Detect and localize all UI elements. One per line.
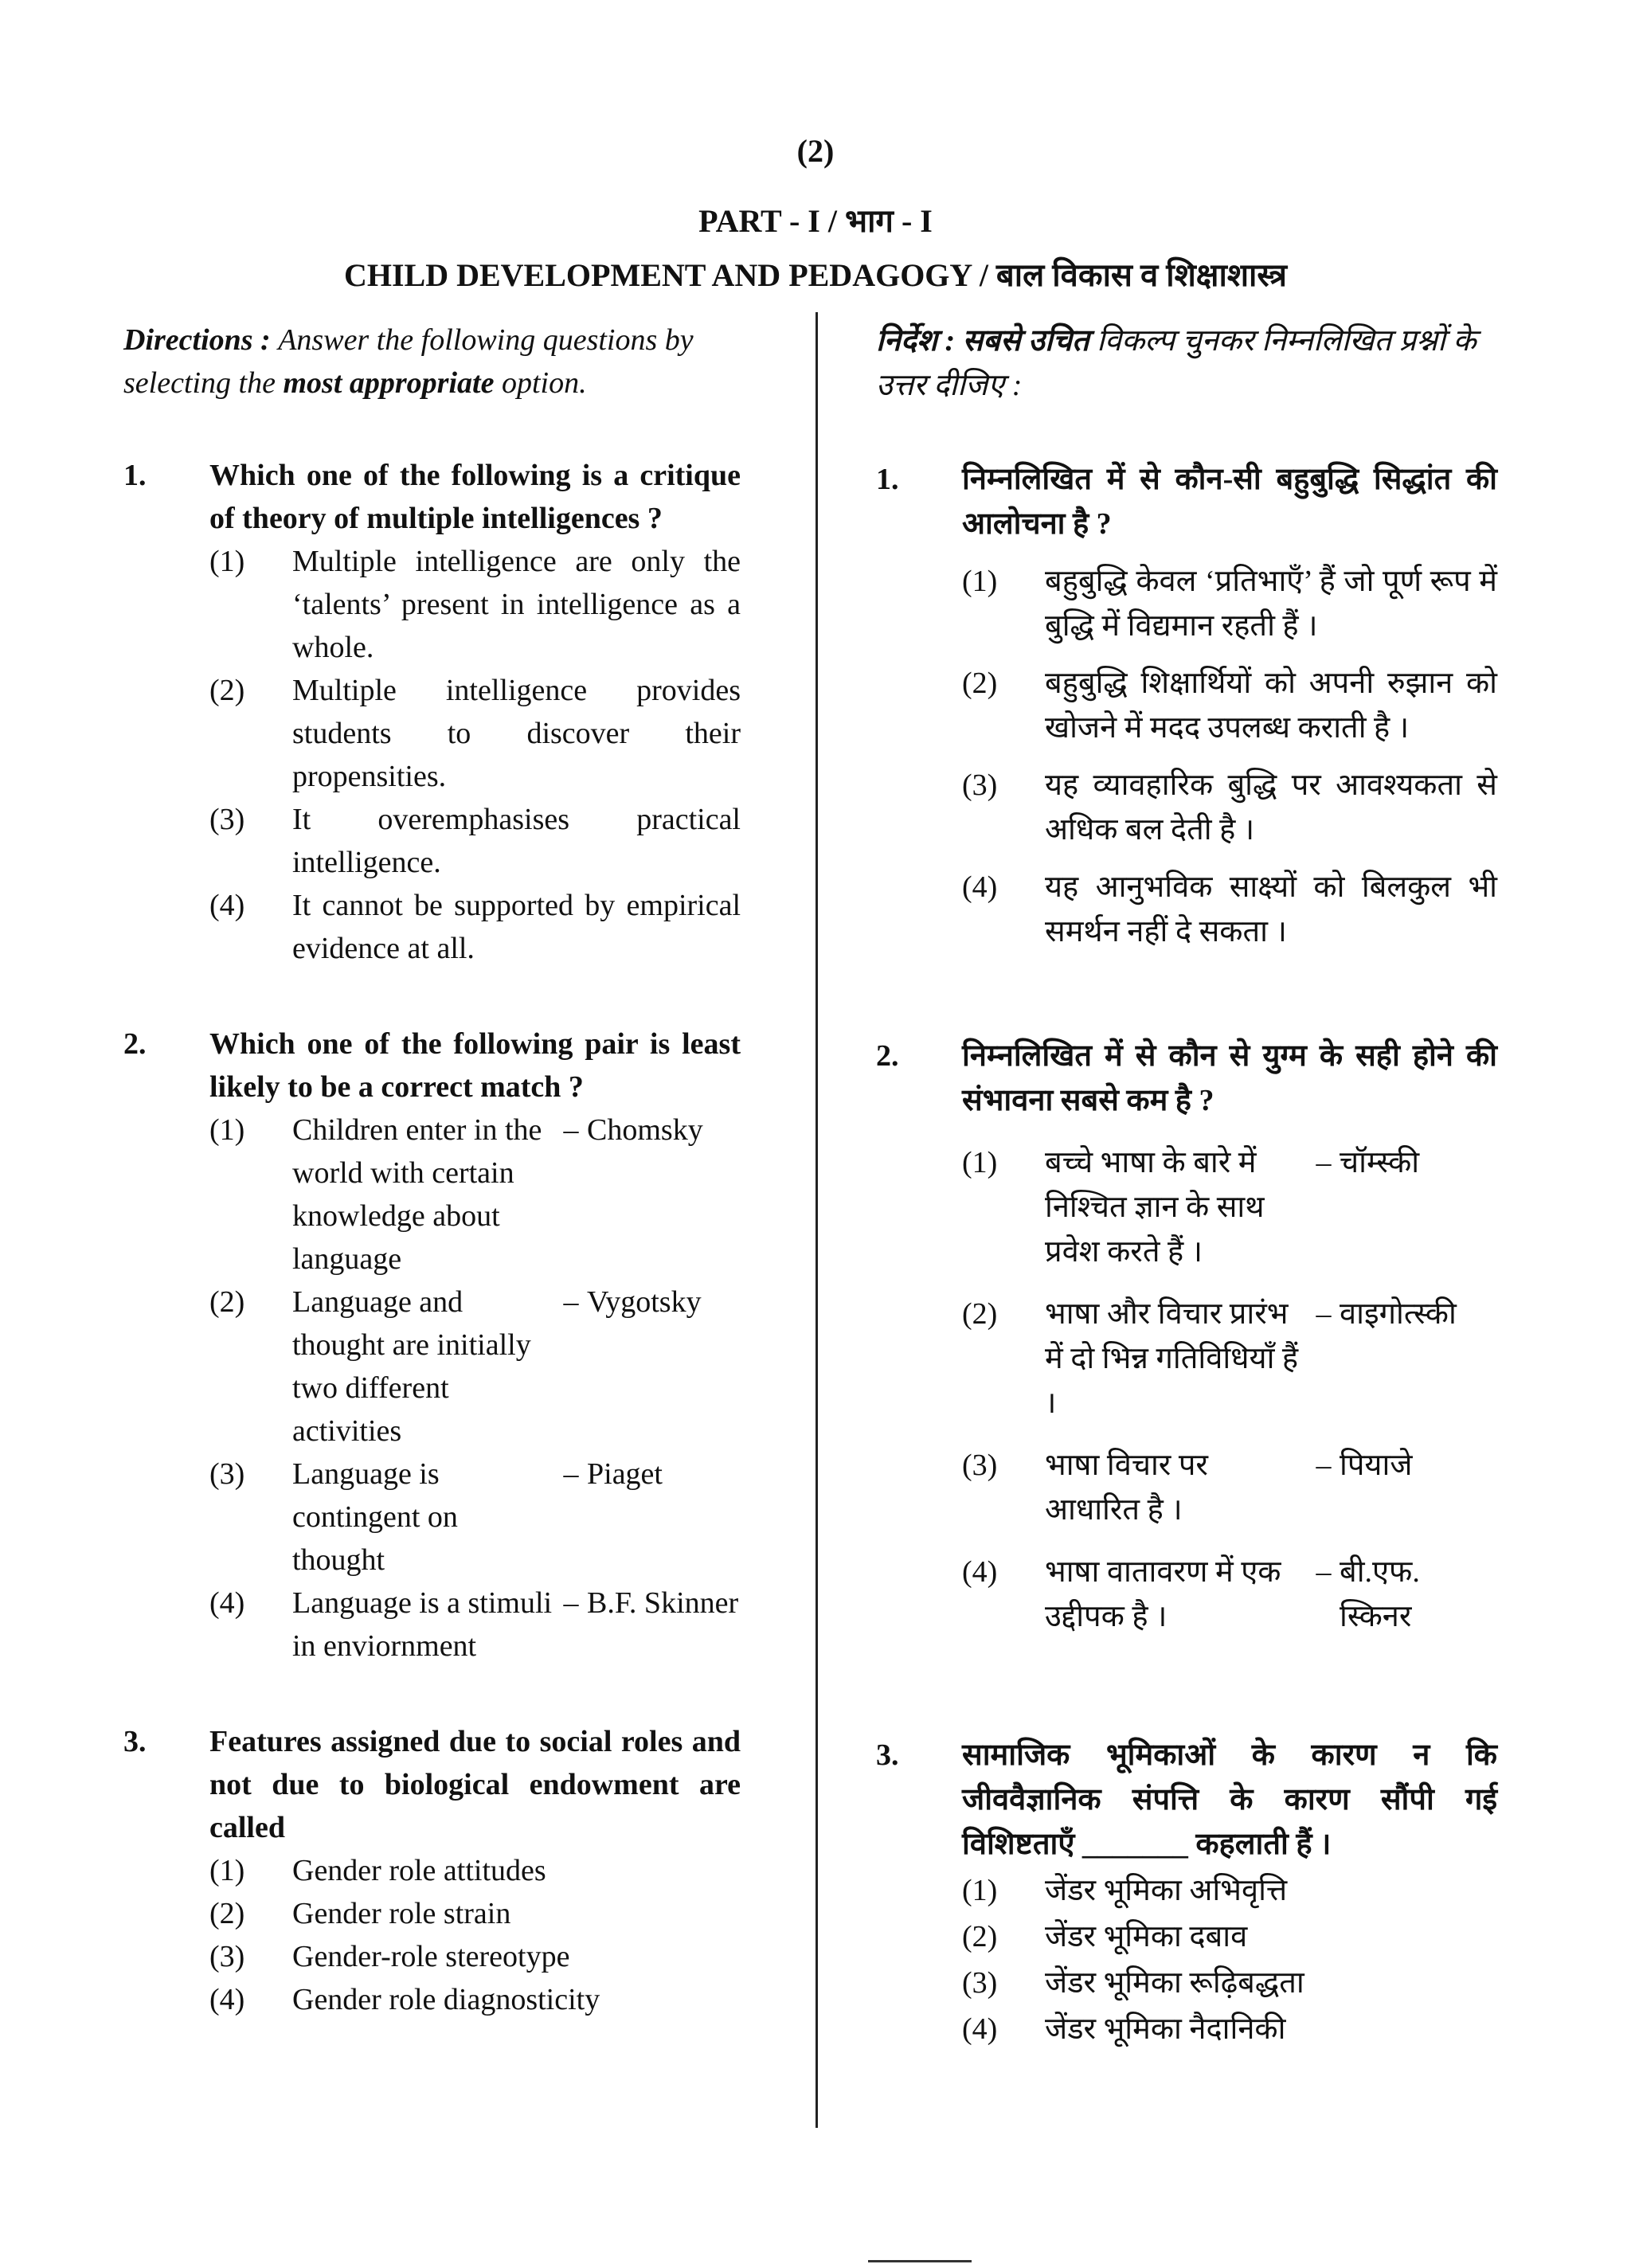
option-text: Gender role attitudes (292, 1854, 546, 1887)
option-3 (962, 1961, 1497, 2005)
option-text: बहुबुद्धि केवल ‘प्रतिभाएँ’ हैं जो पूर्ण रूप में बुद्धि में विद्यमान रहती हैं । (1045, 565, 1497, 643)
column-divider (816, 312, 818, 2128)
option-text: Gender role diagnosticity (292, 1983, 600, 2016)
option-number: (1) (962, 565, 998, 598)
option-number: (4) (209, 1983, 245, 2016)
question-2-hi (876, 1034, 1497, 1639)
question-number: 3. (123, 1725, 147, 1758)
page-number: (2) (796, 133, 835, 169)
option-3 (209, 798, 741, 884)
option-1 (962, 1868, 1497, 1913)
option-4 (209, 1582, 741, 1668)
question-number: 1. (123, 459, 147, 492)
match-name: B.F. Skinner (587, 1586, 739, 1620)
question-2-en (123, 1023, 741, 1668)
option-text: बहुबुद्धि शिक्षार्थियों को अपनी रुझान को खोजने में मदद उपलब्ध कराती है । (1045, 667, 1497, 745)
option-text: Multiple intelligence are only the ‘talents’ present in intelligence as a whole. (292, 545, 741, 664)
directions-text: Answer the following questions by selecting the (123, 323, 694, 400)
directions-en (123, 319, 741, 405)
option-number: (2) (962, 1920, 998, 1953)
option-text: Gender role strain (292, 1897, 511, 1930)
option-1 (962, 559, 1497, 648)
question-number: 2. (876, 1039, 899, 1073)
match-item: बच्चे भाषा के बारे में निश्चित ज्ञान के साथ प्रवेश करते हैं । (1045, 1146, 1265, 1269)
match-dash: – (563, 1113, 579, 1147)
option-2 (962, 1292, 1497, 1425)
option-text: जेंडर भूमिका दबाव (1045, 1920, 1248, 1953)
option-number: (2) (209, 674, 245, 707)
option-4 (209, 884, 741, 970)
question-1-en (123, 454, 741, 970)
question-text: निम्नलिखित में से कौन से युग्म के सही होने की संभावना सबसे कम है ? (962, 1039, 1497, 1117)
option-3 (209, 1453, 741, 1582)
option-2 (962, 1914, 1497, 1959)
option-number: (3) (209, 1940, 245, 1973)
match-name: पियाजे (1340, 1449, 1413, 1482)
match-dash: – (563, 1586, 579, 1620)
question-3-hi (876, 1733, 1497, 2051)
question-number: 1. (876, 463, 899, 496)
option-number: (4) (209, 1586, 245, 1620)
option-number: (2) (962, 667, 998, 700)
match-item: Language is a stimuli in enviornment (292, 1586, 553, 1663)
match-name: वाइगोत्स्की (1340, 1297, 1457, 1331)
directions-label: निर्देश : (876, 324, 956, 358)
directions-emphasis: सबसे उचित (962, 324, 1089, 358)
option-number: (2) (962, 1297, 998, 1331)
option-1 (209, 1109, 741, 1281)
match-dash: – (1316, 1146, 1332, 1179)
option-number: (1) (209, 1113, 245, 1147)
option-1 (209, 540, 741, 669)
option-number: (1) (209, 1854, 245, 1887)
directions-text: विकल्प चुनकर निम्नलिखित प्रश्नों के उत्तर दीजिए : (876, 324, 1477, 402)
match-name: Piaget (587, 1457, 663, 1491)
option-number: (3) (962, 1449, 998, 1482)
option-2 (209, 1892, 741, 1935)
match-item: भाषा विचार पर आधारित है । (1045, 1449, 1208, 1527)
option-text: जेंडर भूमिका अभिवृत्ति (1045, 1874, 1288, 1907)
option-number: (2) (209, 1897, 245, 1930)
option-number: (1) (209, 545, 245, 578)
question-text: Which one of the following pair is least likely to be a correct match ? (209, 1027, 741, 1104)
section-title: CHILD DEVELOPMENT AND PEDAGOGY / बाल विकास व शिक्षाशास्त्र (343, 257, 1288, 293)
question-number: 2. (123, 1027, 147, 1061)
option-text: Gender-role stereotype (292, 1940, 570, 1973)
option-number: (4) (962, 870, 998, 904)
option-2 (209, 1281, 741, 1453)
match-dash: – (563, 1285, 579, 1319)
option-number: (4) (962, 2012, 998, 2046)
question-text: Features assigned due to social roles and not due to biological endowment are called (209, 1725, 741, 1844)
option-4 (962, 1550, 1497, 1639)
option-number: (4) (962, 1555, 998, 1589)
directions-label: Directions : (123, 323, 271, 357)
hindi-column (876, 319, 1497, 2051)
question-number: 3. (876, 1738, 899, 1772)
option-text: जेंडर भूमिका रूढ़िबद्धता (1045, 1966, 1304, 2000)
question-text: सामाजिक भूमिकाओं के कारण न कि जीववैज्ञानिक संपत्ति के कारण सौंपी गई विशिष्टताएँ _______ कहलाती हैं । (962, 1738, 1497, 1861)
directions-emphasis: most appropriate (283, 366, 495, 400)
match-name: बी.एफ. स्किनर (1340, 1555, 1420, 1633)
part-title: PART - I / भाग - I (698, 203, 933, 239)
match-dash: – (563, 1457, 579, 1491)
match-dash: – (1316, 1555, 1332, 1589)
option-text: यह व्यावहारिक बुद्धि पर आवश्यकता से अधिक बल देती है । (1045, 768, 1497, 847)
option-number: (4) (209, 889, 245, 922)
question-text: निम्नलिखित में से कौन-सी बहुबुद्धि सिद्धांत की आलोचना है ? (962, 463, 1497, 541)
match-item: Language and thought are initially two different activities (292, 1285, 531, 1448)
option-3 (962, 1443, 1497, 1532)
english-column (123, 319, 741, 2021)
match-name: Vygotsky (587, 1285, 702, 1319)
option-4 (962, 865, 1497, 954)
question-3-en (123, 1720, 741, 2021)
option-number: (1) (962, 1874, 998, 1907)
option-3 (962, 763, 1497, 852)
match-dash: – (1316, 1297, 1332, 1331)
option-number: (3) (962, 768, 998, 802)
footer-line (868, 2260, 972, 2262)
option-3 (209, 1935, 741, 1978)
option-number: (1) (962, 1146, 998, 1179)
directions-text-end: option. (501, 366, 587, 400)
match-item: Language is contingent on thought (292, 1457, 458, 1577)
question-text: Which one of the following is a critique of theory of multiple intelligences ? (209, 459, 741, 535)
option-4 (209, 1978, 741, 2021)
option-2 (962, 661, 1497, 750)
match-name: चॉम्स्की (1340, 1146, 1420, 1179)
option-number: (3) (209, 1457, 245, 1491)
match-name: Chomsky (587, 1113, 703, 1147)
option-text: यह आनुभविक साक्ष्यों को बिलकुल भी समर्थन नहीं दे सकता । (1045, 870, 1497, 948)
option-4 (962, 2007, 1497, 2051)
match-dash: – (1316, 1449, 1332, 1482)
option-number: (2) (209, 1285, 245, 1319)
option-number: (3) (209, 803, 245, 836)
option-text: जेंडर भूमिका नैदानिकी (1045, 2012, 1286, 2046)
match-item: भाषा वातावरण में एक उद्दीपक है । (1045, 1555, 1281, 1633)
option-text: It overemphasises practical intelligence. (292, 803, 741, 879)
option-text: Multiple intelligence provides students to discover their propensities. (292, 674, 741, 793)
match-item: भाषा और विचार प्रारंभ में दो भिन्न गतिविधियाँ हैं । (1045, 1297, 1299, 1420)
match-item: Children enter in the world with certain knowledge about language (292, 1113, 542, 1276)
option-2 (209, 669, 741, 798)
question-1-hi (876, 457, 1497, 954)
option-text: It cannot be supported by empirical evidence at all. (292, 889, 741, 965)
option-1 (209, 1849, 741, 1892)
directions-hi (876, 319, 1497, 408)
option-number: (3) (962, 1966, 998, 2000)
option-1 (962, 1140, 1497, 1274)
